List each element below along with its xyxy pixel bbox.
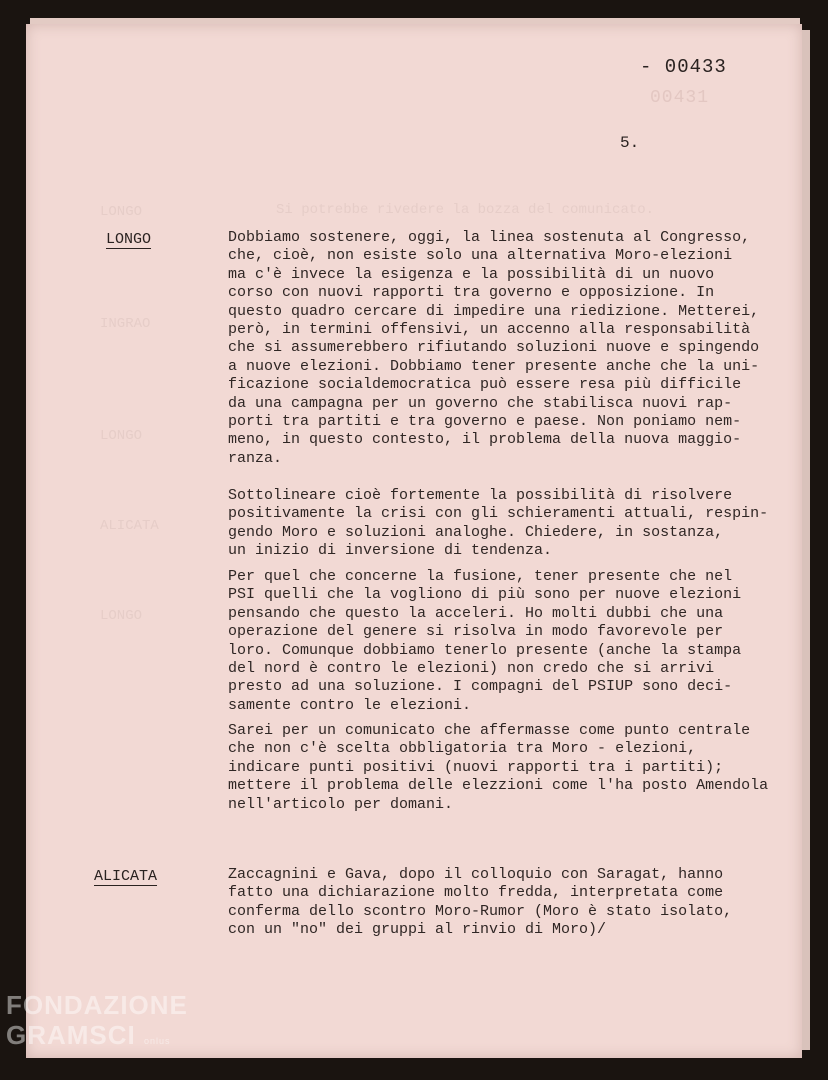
ghost-speaker-3: LONGO [100,428,143,444]
ghost-document-number: 00431 [650,88,710,108]
ghost-speaker-5: LONGO [100,608,143,624]
fondazione-gramsci-watermark [6,990,188,1056]
ghost-speaker-1: LONGO [100,204,143,220]
alicata-paragraph-1: Zaccagnini e Gava, dopo il colloquio con Saragat, hanno fatto una dichiarazione molto fredda, interpretata come conferma dello scontro Moro-Rumor (Moro è stato isolato, con un "no" dei gruppi al rinvio di Moro)/ [228,866,733,939]
ghost-speaker-2: INGRAO [100,316,151,332]
watermark-line-2 [6,1020,188,1056]
ghost-text-1: Si potrebbe rivedere la bozza del comunicato. [276,202,655,218]
longo-paragraph-1: Dobbiamo sostenere, oggi, la linea sostenuta al Congresso, che, cioè, non esiste solo una alternativa Moro-elezioni ma c'è invece la esigenza e la possibilità di un nuovo corso con nuovi rapporti tra governo e opposizione. In questo quadro cercare di impedire una riedizione. Metterei, però, in termini offensivi, un accenno alla responsabilità che si assumerebbero rifiutando soluzioni nuove e spingendo a nuove elezioni. Dobbiamo tener presente anche che la uni- ficazione socialdemocratica può essere resa più difficile da una campagna per un governo che stabilisca nuovi rap- porti tra partiti e tra governo e paese. Non poniamo nem- meno, in questo contesto, il problema della nuova maggio- ranza. [228,229,760,467]
speaker-label-alicata: ALICATA [94,868,158,885]
ghost-speaker-4: ALICATA [100,518,159,534]
document-number: - 00433 [640,56,727,78]
watermark-gramsci: GRAMSCI [6,1020,136,1050]
page-edge-right [802,30,810,1050]
longo-paragraph-4: Sarei per un comunicato che affermasse come punto centrale che non c'è scelta obbligatoria tra Moro - elezioni, indicare punti positivi (nuovi rapporti tra i partiti); mettere il problema delle elezzioni come l'ha posto Amendola nell'articolo per domani. [228,722,769,813]
watermark-line-1: FONDAZIONE [6,990,188,1020]
longo-paragraph-3: Per quel che concerne la fusione, tener presente che nel PSI quelli che la vogliono di più sono per nuove elezioni pensando che questo la acceleri. Ho molti dubbi che una operazione del genere si risolva in modo favorevole per loro. Comunque dobbiamo tenerlo presente (anche la stampa del nord è contro le elezioni) non credo che si arrivi presto ad una soluzione. I compagni del PSIUP sono deci- samente contro le elezioni. [228,568,742,714]
speaker-label-longo: LONGO [106,231,152,248]
longo-paragraph-2: Sottolineare cioè fortemente la possibilità di risolvere positivamente la crisi con gli schieramenti attuali, respin- gendo Moro e soluzioni analoghe. Chiedere, in sostanza, un inizio di inversione di tendenza. [228,487,769,560]
page-number: 5. [620,134,640,152]
watermark-onlus: onlus [144,1036,171,1046]
